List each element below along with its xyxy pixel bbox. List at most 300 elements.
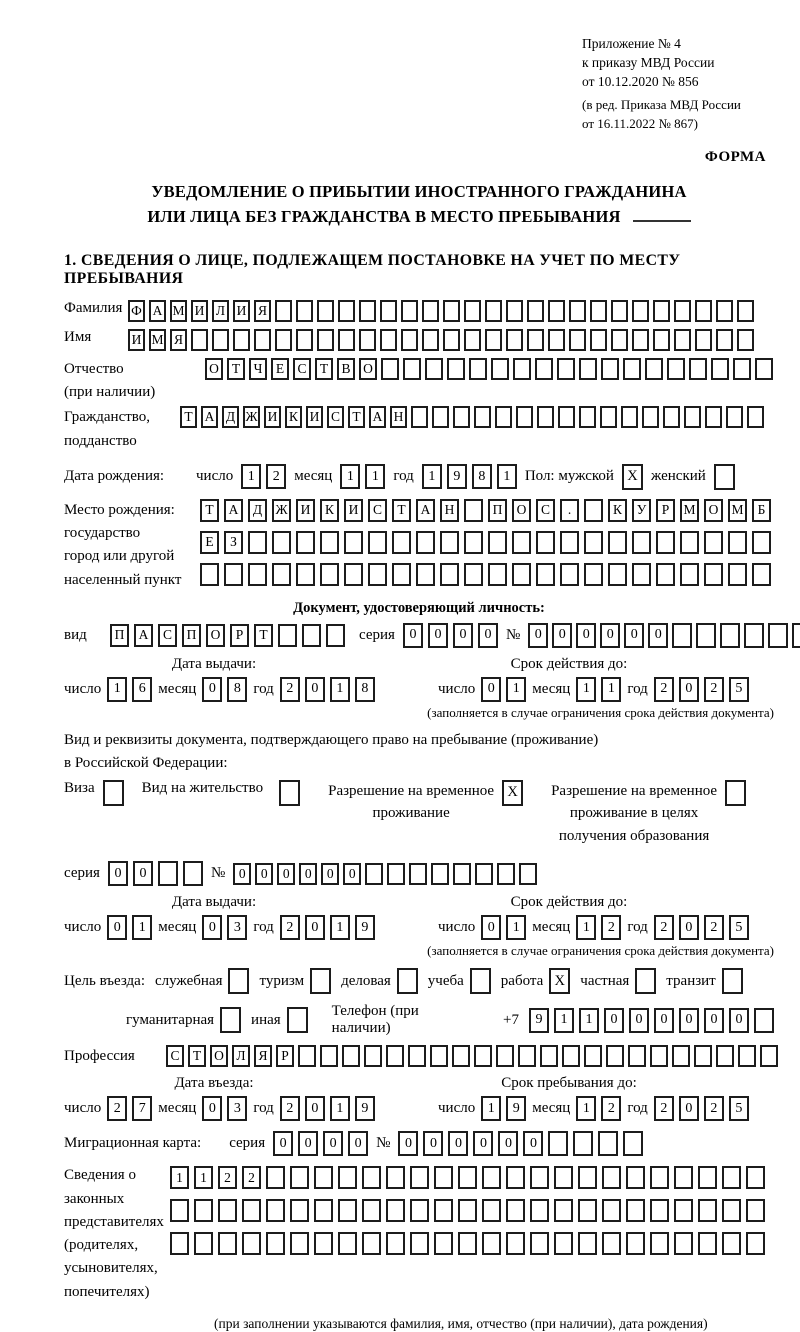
char-cell[interactable]: 5 (729, 677, 749, 702)
char-cell[interactable] (290, 1199, 309, 1222)
char-cell[interactable] (554, 1199, 573, 1222)
char-cell[interactable] (632, 329, 649, 351)
char-cell[interactable] (495, 406, 512, 428)
char-cell[interactable]: Р (230, 624, 249, 647)
char-cell[interactable]: 0 (552, 623, 572, 648)
char-cell[interactable] (506, 300, 523, 322)
char-cell[interactable] (527, 329, 544, 351)
char-cell[interactable]: 0 (108, 861, 128, 886)
char-cell[interactable]: 0 (233, 863, 251, 885)
char-cell[interactable]: Ф (128, 300, 145, 322)
char-cell[interactable] (464, 563, 483, 586)
char-cell[interactable]: 0 (348, 1131, 368, 1156)
char-cell[interactable] (674, 1232, 693, 1255)
char-cell[interactable]: У (632, 499, 651, 522)
char-cell[interactable] (746, 1166, 765, 1189)
char-cell[interactable] (386, 1199, 405, 1222)
char-cell[interactable]: 2 (280, 915, 300, 940)
char-cell[interactable]: С (158, 624, 177, 647)
char-cell[interactable]: Т (392, 499, 411, 522)
char-cell[interactable] (722, 1199, 741, 1222)
char-cell[interactable] (434, 1199, 453, 1222)
char-cell[interactable]: 1 (579, 1008, 599, 1033)
char-cell[interactable] (527, 300, 544, 322)
char-cell[interactable] (698, 1199, 717, 1222)
char-cell[interactable]: П (182, 624, 201, 647)
char-cell[interactable] (540, 1045, 558, 1067)
char-cell[interactable] (368, 531, 387, 554)
char-cell[interactable] (506, 329, 523, 351)
char-cell[interactable] (496, 1045, 514, 1067)
char-cell[interactable]: Л (212, 300, 229, 322)
char-cell[interactable]: Ж (243, 406, 260, 428)
char-cell[interactable] (716, 300, 733, 322)
char-cell[interactable]: О (205, 358, 223, 380)
char-cell[interactable] (422, 300, 439, 322)
char-cell[interactable] (684, 406, 701, 428)
char-cell[interactable] (183, 861, 203, 886)
char-cell[interactable] (537, 406, 554, 428)
char-cell[interactable]: С (327, 406, 344, 428)
char-cell[interactable] (626, 1166, 645, 1189)
char-cell[interactable] (621, 406, 638, 428)
char-cell[interactable]: Я (254, 300, 271, 322)
purpose-humanitarian-checkbox[interactable] (220, 1007, 241, 1033)
char-cell[interactable] (458, 1199, 477, 1222)
char-cell[interactable] (601, 358, 619, 380)
char-cell[interactable]: В (337, 358, 355, 380)
char-cell[interactable] (296, 329, 313, 351)
char-cell[interactable]: 0 (481, 915, 501, 940)
char-cell[interactable] (628, 1045, 646, 1067)
char-cell[interactable]: 7 (132, 1096, 152, 1121)
char-cell[interactable]: 1 (340, 464, 360, 489)
char-cell[interactable] (695, 300, 712, 322)
char-cell[interactable]: 0 (305, 915, 325, 940)
char-cell[interactable]: 1 (506, 677, 526, 702)
char-cell[interactable] (600, 406, 617, 428)
char-cell[interactable]: Т (254, 624, 273, 647)
char-cell[interactable] (560, 531, 579, 554)
char-cell[interactable]: Т (227, 358, 245, 380)
char-cell[interactable]: 0 (679, 677, 699, 702)
char-cell[interactable]: К (285, 406, 302, 428)
char-cell[interactable]: 1 (107, 677, 127, 702)
char-cell[interactable]: 8 (227, 677, 247, 702)
char-cell[interactable]: И (264, 406, 281, 428)
char-cell[interactable] (746, 1232, 765, 1255)
char-cell[interactable] (320, 563, 339, 586)
char-cell[interactable] (680, 563, 699, 586)
char-cell[interactable] (410, 1199, 429, 1222)
char-cell[interactable] (698, 1166, 717, 1189)
char-cell[interactable]: 0 (654, 1008, 674, 1033)
char-cell[interactable] (611, 329, 628, 351)
char-cell[interactable]: 9 (447, 464, 467, 489)
char-cell[interactable] (726, 406, 743, 428)
char-cell[interactable]: 0 (478, 623, 498, 648)
char-cell[interactable] (416, 563, 435, 586)
char-cell[interactable] (344, 531, 363, 554)
char-cell[interactable] (464, 300, 481, 322)
char-cell[interactable]: 0 (273, 1131, 293, 1156)
char-cell[interactable]: 1 (481, 1096, 501, 1121)
char-cell[interactable] (674, 1199, 693, 1222)
char-cell[interactable] (536, 563, 555, 586)
char-cell[interactable] (338, 1199, 357, 1222)
char-cell[interactable] (584, 531, 603, 554)
char-cell[interactable]: 0 (604, 1008, 624, 1033)
char-cell[interactable] (326, 624, 345, 647)
char-cell[interactable] (453, 863, 471, 885)
char-cell[interactable]: 9 (506, 1096, 526, 1121)
char-cell[interactable]: И (344, 499, 363, 522)
purpose-work-checkbox[interactable]: X (549, 968, 570, 994)
char-cell[interactable] (548, 329, 565, 351)
char-cell[interactable] (434, 1232, 453, 1255)
char-cell[interactable] (170, 1199, 189, 1222)
char-cell[interactable] (212, 329, 229, 351)
char-cell[interactable]: 0 (679, 1096, 699, 1121)
char-cell[interactable]: К (320, 499, 339, 522)
char-cell[interactable] (650, 1232, 669, 1255)
char-cell[interactable]: 6 (132, 677, 152, 702)
char-cell[interactable]: 0 (398, 1131, 418, 1156)
char-cell[interactable]: 0 (704, 1008, 724, 1033)
char-cell[interactable]: С (293, 358, 311, 380)
char-cell[interactable] (752, 531, 771, 554)
char-cell[interactable] (386, 1045, 404, 1067)
char-cell[interactable]: И (306, 406, 323, 428)
char-cell[interactable] (650, 1045, 668, 1067)
char-cell[interactable] (674, 329, 691, 351)
char-cell[interactable]: . (560, 499, 579, 522)
char-cell[interactable] (482, 1166, 501, 1189)
char-cell[interactable] (320, 531, 339, 554)
char-cell[interactable] (663, 406, 680, 428)
char-cell[interactable] (200, 563, 219, 586)
char-cell[interactable] (519, 863, 537, 885)
char-cell[interactable]: 0 (107, 915, 127, 940)
char-cell[interactable] (754, 1008, 774, 1033)
char-cell[interactable]: Е (200, 531, 219, 554)
char-cell[interactable] (432, 406, 449, 428)
char-cell[interactable]: 0 (629, 1008, 649, 1033)
char-cell[interactable]: Я (170, 329, 187, 351)
char-cell[interactable] (497, 863, 515, 885)
char-cell[interactable] (317, 329, 334, 351)
char-cell[interactable] (626, 1199, 645, 1222)
char-cell[interactable] (768, 623, 788, 648)
char-cell[interactable]: 9 (529, 1008, 549, 1033)
char-cell[interactable] (590, 329, 607, 351)
char-cell[interactable] (680, 531, 699, 554)
char-cell[interactable] (530, 1232, 549, 1255)
char-cell[interactable] (554, 1232, 573, 1255)
char-cell[interactable] (512, 531, 531, 554)
char-cell[interactable] (338, 1166, 357, 1189)
char-cell[interactable] (380, 300, 397, 322)
char-cell[interactable]: 0 (679, 915, 699, 940)
char-cell[interactable]: 0 (343, 863, 361, 885)
char-cell[interactable] (296, 531, 315, 554)
char-cell[interactable] (266, 1232, 285, 1255)
char-cell[interactable] (516, 406, 533, 428)
char-cell[interactable] (606, 1045, 624, 1067)
char-cell[interactable]: 2 (704, 1096, 724, 1121)
char-cell[interactable]: Ж (272, 499, 291, 522)
char-cell[interactable]: Н (440, 499, 459, 522)
char-cell[interactable]: 2 (280, 677, 300, 702)
char-cell[interactable]: 2 (280, 1096, 300, 1121)
residence-permit-checkbox[interactable] (279, 780, 300, 806)
char-cell[interactable] (298, 1045, 316, 1067)
char-cell[interactable] (650, 1199, 669, 1222)
char-cell[interactable]: 0 (305, 1096, 325, 1121)
char-cell[interactable] (656, 563, 675, 586)
char-cell[interactable] (452, 1045, 470, 1067)
char-cell[interactable]: 2 (654, 1096, 674, 1121)
char-cell[interactable] (410, 1232, 429, 1255)
char-cell[interactable] (584, 563, 603, 586)
char-cell[interactable] (557, 358, 575, 380)
char-cell[interactable] (447, 358, 465, 380)
char-cell[interactable] (689, 358, 707, 380)
char-cell[interactable]: О (359, 358, 377, 380)
char-cell[interactable]: 1 (330, 915, 350, 940)
char-cell[interactable]: 1 (554, 1008, 574, 1033)
char-cell[interactable] (674, 1166, 693, 1189)
char-cell[interactable]: М (728, 499, 747, 522)
char-cell[interactable] (458, 1166, 477, 1189)
char-cell[interactable] (194, 1199, 213, 1222)
char-cell[interactable]: М (170, 300, 187, 322)
char-cell[interactable]: 5 (729, 1096, 749, 1121)
char-cell[interactable] (506, 1166, 525, 1189)
char-cell[interactable] (434, 1166, 453, 1189)
char-cell[interactable] (737, 300, 754, 322)
char-cell[interactable] (554, 1166, 573, 1189)
char-cell[interactable]: А (201, 406, 218, 428)
char-cell[interactable]: 1 (497, 464, 517, 489)
char-cell[interactable]: 1 (576, 1096, 596, 1121)
char-cell[interactable] (364, 1045, 382, 1067)
char-cell[interactable]: 1 (194, 1166, 213, 1189)
char-cell[interactable] (302, 624, 321, 647)
char-cell[interactable] (431, 863, 449, 885)
purpose-business-checkbox[interactable] (397, 968, 418, 994)
char-cell[interactable]: 0 (729, 1008, 749, 1033)
char-cell[interactable] (558, 406, 575, 428)
char-cell[interactable] (440, 563, 459, 586)
char-cell[interactable] (314, 1232, 333, 1255)
char-cell[interactable] (535, 358, 553, 380)
char-cell[interactable] (469, 358, 487, 380)
char-cell[interactable]: 0 (624, 623, 644, 648)
char-cell[interactable]: Т (315, 358, 333, 380)
char-cell[interactable] (598, 1131, 618, 1156)
sex-male-checkbox[interactable]: X (622, 464, 643, 490)
char-cell[interactable] (650, 1166, 669, 1189)
char-cell[interactable] (737, 329, 754, 351)
char-cell[interactable]: 0 (299, 863, 317, 885)
char-cell[interactable] (403, 358, 421, 380)
char-cell[interactable] (344, 563, 363, 586)
temp-residence-checkbox[interactable]: X (502, 780, 523, 806)
char-cell[interactable] (656, 531, 675, 554)
char-cell[interactable] (296, 563, 315, 586)
char-cell[interactable] (623, 1131, 643, 1156)
char-cell[interactable] (632, 563, 651, 586)
char-cell[interactable]: 1 (365, 464, 385, 489)
char-cell[interactable] (584, 499, 603, 522)
char-cell[interactable]: 0 (453, 623, 473, 648)
char-cell[interactable] (632, 531, 651, 554)
char-cell[interactable] (716, 1045, 734, 1067)
char-cell[interactable]: 5 (729, 915, 749, 940)
purpose-official-checkbox[interactable] (228, 968, 249, 994)
char-cell[interactable] (548, 300, 565, 322)
char-cell[interactable] (453, 406, 470, 428)
char-cell[interactable] (560, 563, 579, 586)
char-cell[interactable]: 3 (227, 1096, 247, 1121)
char-cell[interactable] (266, 1166, 285, 1189)
visa-checkbox[interactable] (103, 780, 124, 806)
char-cell[interactable]: 0 (576, 623, 596, 648)
char-cell[interactable] (698, 1232, 717, 1255)
char-cell[interactable] (272, 563, 291, 586)
char-cell[interactable] (409, 863, 427, 885)
char-cell[interactable]: 0 (403, 623, 423, 648)
char-cell[interactable]: Т (200, 499, 219, 522)
char-cell[interactable] (368, 563, 387, 586)
char-cell[interactable]: И (296, 499, 315, 522)
char-cell[interactable]: Т (188, 1045, 206, 1067)
char-cell[interactable] (408, 1045, 426, 1067)
char-cell[interactable] (194, 1232, 213, 1255)
char-cell[interactable]: 0 (277, 863, 295, 885)
char-cell[interactable] (296, 300, 313, 322)
char-cell[interactable] (458, 1232, 477, 1255)
char-cell[interactable] (696, 623, 716, 648)
char-cell[interactable] (579, 406, 596, 428)
char-cell[interactable]: 0 (423, 1131, 443, 1156)
char-cell[interactable]: Б (752, 499, 771, 522)
char-cell[interactable]: А (134, 624, 153, 647)
char-cell[interactable] (342, 1045, 360, 1067)
char-cell[interactable] (632, 300, 649, 322)
char-cell[interactable] (386, 1232, 405, 1255)
char-cell[interactable] (290, 1232, 309, 1255)
char-cell[interactable] (672, 1045, 690, 1067)
char-cell[interactable]: 0 (255, 863, 273, 885)
char-cell[interactable] (392, 563, 411, 586)
char-cell[interactable]: 9 (355, 915, 375, 940)
char-cell[interactable] (653, 300, 670, 322)
char-cell[interactable] (548, 1131, 568, 1156)
char-cell[interactable] (704, 563, 723, 586)
char-cell[interactable] (474, 406, 491, 428)
char-cell[interactable] (242, 1199, 261, 1222)
char-cell[interactable] (410, 1166, 429, 1189)
char-cell[interactable]: 1 (241, 464, 261, 489)
char-cell[interactable] (464, 499, 483, 522)
char-cell[interactable] (578, 1199, 597, 1222)
char-cell[interactable]: 9 (355, 1096, 375, 1121)
char-cell[interactable]: 0 (473, 1131, 493, 1156)
char-cell[interactable] (425, 358, 443, 380)
char-cell[interactable] (722, 1166, 741, 1189)
char-cell[interactable] (362, 1232, 381, 1255)
char-cell[interactable] (623, 358, 641, 380)
char-cell[interactable] (233, 329, 250, 351)
char-cell[interactable]: С (368, 499, 387, 522)
char-cell[interactable]: 0 (202, 677, 222, 702)
char-cell[interactable]: Е (271, 358, 289, 380)
char-cell[interactable]: 0 (298, 1131, 318, 1156)
char-cell[interactable] (562, 1045, 580, 1067)
char-cell[interactable]: И (233, 300, 250, 322)
char-cell[interactable] (716, 329, 733, 351)
char-cell[interactable]: Д (222, 406, 239, 428)
char-cell[interactable]: 1 (601, 677, 621, 702)
char-cell[interactable] (338, 329, 355, 351)
char-cell[interactable] (254, 329, 271, 351)
char-cell[interactable]: З (224, 531, 243, 554)
char-cell[interactable]: 1 (576, 915, 596, 940)
char-cell[interactable] (518, 1045, 536, 1067)
char-cell[interactable] (317, 300, 334, 322)
char-cell[interactable] (338, 1232, 357, 1255)
char-cell[interactable] (608, 531, 627, 554)
temp-residence-edu-checkbox[interactable] (725, 780, 746, 806)
char-cell[interactable] (744, 623, 764, 648)
char-cell[interactable] (381, 358, 399, 380)
char-cell[interactable]: 1 (132, 915, 152, 940)
char-cell[interactable] (362, 1166, 381, 1189)
char-cell[interactable]: 2 (266, 464, 286, 489)
char-cell[interactable] (422, 329, 439, 351)
char-cell[interactable]: Т (180, 406, 197, 428)
char-cell[interactable]: 0 (133, 861, 153, 886)
sex-female-checkbox[interactable] (714, 464, 735, 490)
char-cell[interactable] (569, 300, 586, 322)
char-cell[interactable]: 2 (704, 915, 724, 940)
char-cell[interactable]: Р (276, 1045, 294, 1067)
char-cell[interactable] (728, 563, 747, 586)
char-cell[interactable] (380, 329, 397, 351)
purpose-tourism-checkbox[interactable] (310, 968, 331, 994)
char-cell[interactable] (746, 1199, 765, 1222)
char-cell[interactable] (464, 329, 481, 351)
char-cell[interactable] (266, 1199, 285, 1222)
char-cell[interactable] (584, 1045, 602, 1067)
char-cell[interactable] (530, 1199, 549, 1222)
char-cell[interactable]: О (210, 1045, 228, 1067)
char-cell[interactable]: Р (656, 499, 675, 522)
char-cell[interactable] (248, 531, 267, 554)
char-cell[interactable]: 0 (202, 915, 222, 940)
char-cell[interactable] (482, 1232, 501, 1255)
char-cell[interactable]: 2 (218, 1166, 237, 1189)
char-cell[interactable] (738, 1045, 756, 1067)
char-cell[interactable]: 0 (481, 677, 501, 702)
char-cell[interactable] (485, 329, 502, 351)
char-cell[interactable]: С (166, 1045, 184, 1067)
char-cell[interactable] (755, 358, 773, 380)
char-cell[interactable] (695, 329, 712, 351)
char-cell[interactable]: Ч (249, 358, 267, 380)
